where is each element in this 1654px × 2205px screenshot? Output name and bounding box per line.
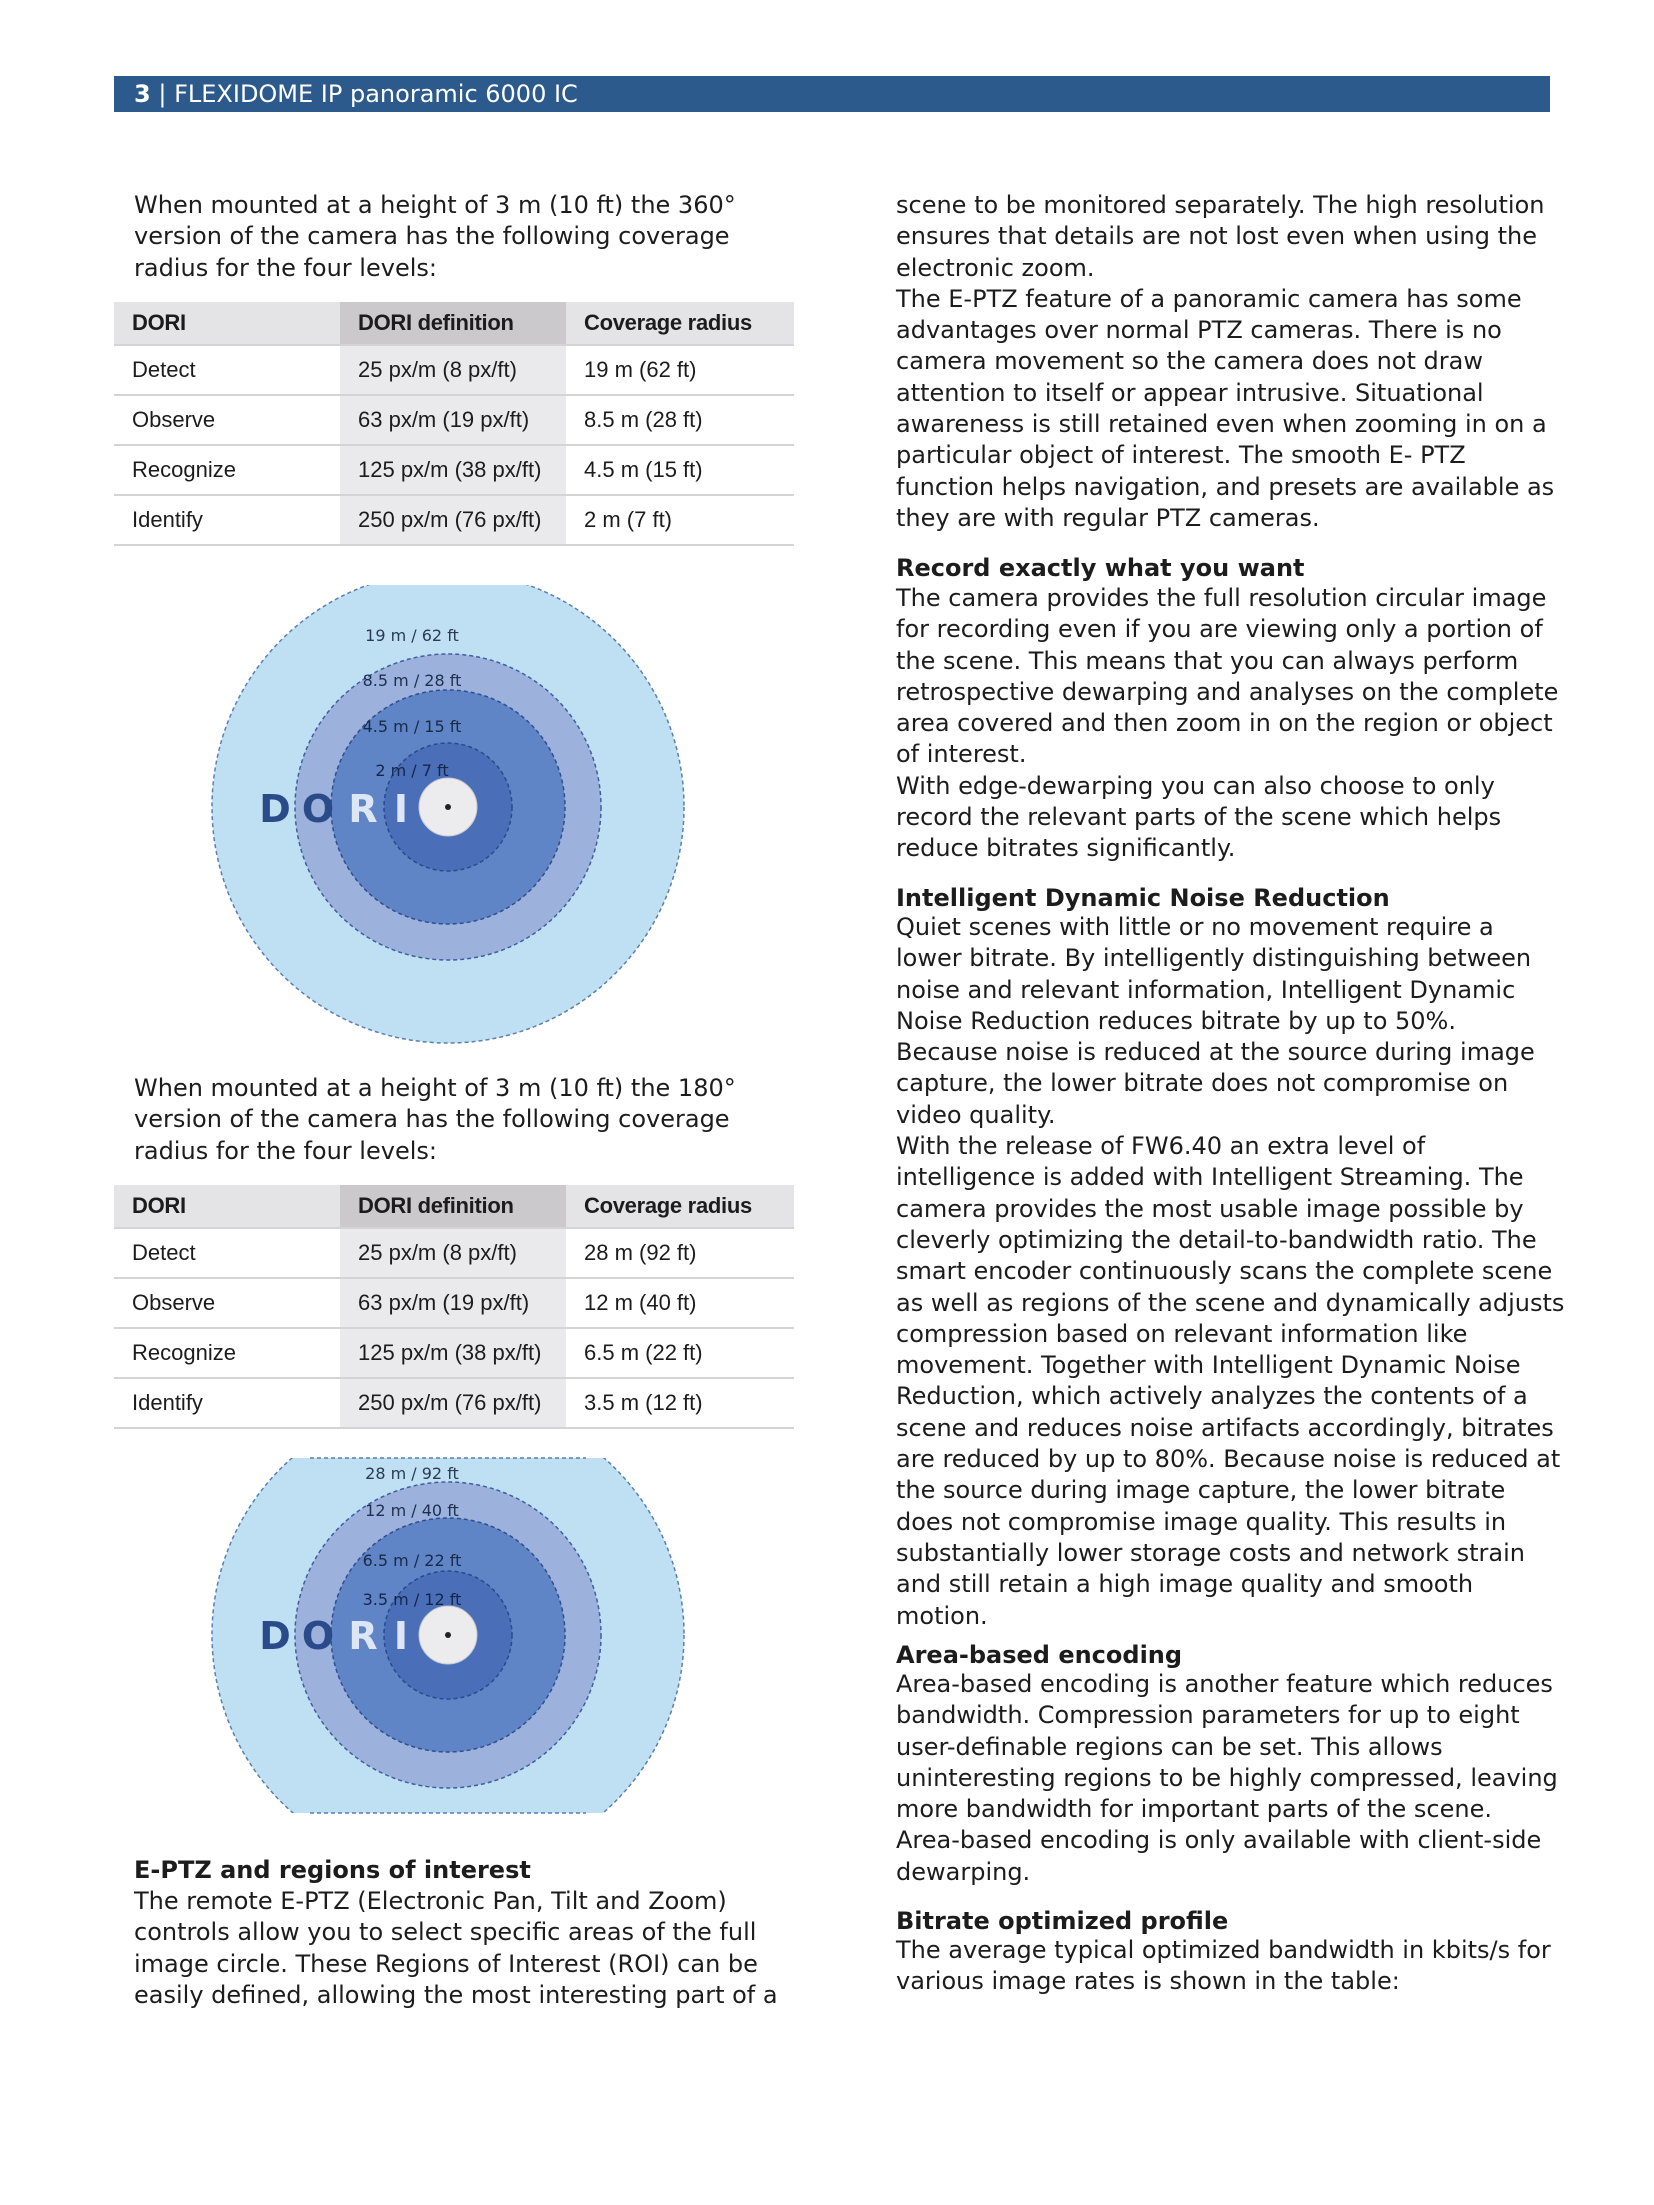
text-line: particular object of interest. The smooth E- PTZ [896,441,1466,470]
text-line: the scene. This means that you can always perform [896,646,1519,675]
text-line: function helps navigation, and presets are available as [896,472,1555,501]
text-line: When mounted at a height of 3 m (10 ft) the 360° [134,191,736,219]
text-line: bandwidth. Compression parameters for up to eight [896,1701,1520,1730]
ring-label-identify: 3.5 m / 12 ft [362,1590,462,1609]
column-header: DORI [114,1185,340,1228]
dori-letter-d: D [259,1614,291,1658]
column-header: DORI [114,302,340,345]
idnr-heading: Intelligent Dynamic Noise Reduction [896,884,1390,912]
text-line: electronic zoom. [896,253,1095,282]
text-line: reduce bitrates significantly. [896,834,1236,863]
text-line: more bandwidth for important parts of the scene. [896,1795,1492,1824]
text-line: uninteresting regions to be highly compressed, leaving [896,1763,1558,1792]
text-line: Reduction, which actively analyzes the contents of a [896,1382,1528,1411]
text-line: of interest. [896,740,1027,769]
text-line: substantially lower storage costs and network strain [896,1538,1525,1567]
ring-label-recognize: 6.5 m / 22 ft [362,1551,462,1570]
eptz-heading: E-PTZ and regions of interest [134,1856,531,1884]
text-line: user-definable regions can be set. This allows [896,1732,1443,1761]
text-line: dewarping. [896,1857,1031,1886]
text-line: intelligence is added with Intelligent Streaming. The [896,1163,1524,1192]
dori-letter-o: O [301,1614,335,1658]
header-separator: | [158,80,167,108]
text-line: image circle. These Regions of Interest (ROI) can be [134,1949,758,1978]
table-cell: 250 px/m (76 px/ft) [340,1378,566,1428]
text-line: area covered and then zoom in on the region or object [896,709,1553,738]
text-line: version of the camera has the following coverage [134,1105,730,1134]
ring-label-detect: 19 m / 62 ft [365,626,459,645]
column-header: Coverage radius [566,302,794,345]
record-paragraph [896,583,1558,865]
text-line: various image rates is shown in the table: [896,1967,1400,1996]
table-cell: 63 px/m (19 px/ft) [340,1278,566,1328]
table-cell: 25 px/m (8 px/ft) [340,1228,566,1278]
column-header: DORI definition [340,1185,566,1228]
text-line: With edge-dewarping you can also choose to only [896,771,1495,800]
table-cell: 3.5 m (12 ft) [566,1378,794,1428]
ring-label-observe: 12 m / 40 ft [365,1501,459,1520]
text-line: When mounted at a height of 3 m (10 ft) the 180° [134,1074,736,1102]
table-cell: 4.5 m (15 ft) [566,445,794,495]
table-cell: Observe [114,395,340,445]
dori-letter-d: D [259,787,291,831]
table-cell: 125 px/m (38 px/ft) [340,445,566,495]
text-line: cleverly optimizing the detail-to-bandwidth ratio. The [896,1225,1537,1254]
table-cell: Detect [114,1228,340,1278]
table-cell: Recognize [114,445,340,495]
camera-lens-dot [445,1632,451,1638]
table-cell: Identify [114,1378,340,1428]
coverage-diagram-360 [200,585,700,1060]
text-line: With the release of FW6.40 an extra level of [896,1132,1426,1161]
page-number: 3 [134,80,151,108]
text-line: version of the camera has the following coverage [134,222,730,251]
dori-letter-r: R [348,787,378,831]
ring-label-identify: 2 m / 7 ft [375,761,449,780]
table-cell: 2 m (7 ft) [566,495,794,545]
dori-letter-i: I [393,1614,409,1658]
document-title: FLEXIDOME IP panoramic 6000 IC [174,80,578,108]
column-header: Coverage radius [566,1185,794,1228]
table-header-row [114,1185,794,1228]
text-line: ensures that details are not lost even when using the [896,222,1538,251]
table-row [114,1378,794,1428]
ring-label-recognize: 4.5 m / 15 ft [362,717,462,736]
dori-table-360 [114,302,794,546]
bitrate-paragraph [896,1935,1551,1998]
text-line: record the relevant parts of the scene which helps [896,803,1502,832]
area-encoding-heading: Area-based encoding [896,1641,1183,1669]
text-line: The remote E-PTZ (Electronic Pan, Tilt and Zoom) [134,1887,727,1915]
table-cell: Observe [114,1278,340,1328]
text-line: Area-based encoding is another feature which reduces [896,1670,1553,1698]
table-cell: 8.5 m (28 ft) [566,395,794,445]
text-line: they are with regular PTZ cameras. [896,503,1320,532]
intro-360-paragraph [134,190,736,284]
text-line: scene and reduces noise artifacts accordingly, bitrates [896,1413,1554,1442]
text-line: the source during image capture, the lower bitrate [896,1476,1506,1505]
text-line: smart encoder continuously scans the complete scene [896,1257,1553,1286]
table-header-row [114,302,794,345]
page-header [114,76,1550,112]
text-line: for recording even if you are viewing only a portion of [896,615,1543,644]
text-line: Area-based encoding is only available with client-side [896,1826,1542,1855]
table-cell: 125 px/m (38 px/ft) [340,1328,566,1378]
table-cell: 19 m (62 ft) [566,345,794,395]
ring-label-observe: 8.5 m / 28 ft [362,671,462,690]
eptz-paragraph [134,1886,778,2011]
text-line: attention to itself or appear intrusive. Situational [896,378,1484,407]
text-line: The average typical optimized bandwidth in kbits/s for [896,1936,1551,1964]
text-line: Because noise is reduced at the source during image [896,1038,1535,1067]
table-row [114,1228,794,1278]
dori-table-180 [114,1185,794,1429]
table-row [114,1278,794,1328]
text-line: video quality. [896,1100,1056,1129]
ring-label-detect: 28 m / 92 ft [365,1464,459,1483]
table-row [114,345,794,395]
text-line: noise and relevant information, Intelligent Dynamic [896,975,1516,1004]
table-row [114,1328,794,1378]
table-row [114,495,794,545]
intro-180-paragraph [134,1073,736,1167]
dori-letter-o: O [301,787,335,831]
table-cell: 28 m (92 ft) [566,1228,794,1278]
column-header: DORI definition [340,302,566,345]
text-line: compression based on relevant information like [896,1319,1468,1348]
text-line: The camera provides the full resolution circular image [896,584,1547,612]
table-row [114,395,794,445]
bitrate-heading: Bitrate optimized profile [896,1907,1229,1935]
eptz-continued-paragraph [896,190,1554,534]
coverage-diagram-180 [200,1445,700,1830]
table-cell: 6.5 m (22 ft) [566,1328,794,1378]
text-line: camera movement so the camera does not draw [896,347,1483,376]
table-cell: 25 px/m (8 px/ft) [340,345,566,395]
text-line: as well as regions of the scene and dynamically adjusts [896,1288,1565,1317]
text-line: capture, the lower bitrate does not compromise on [896,1069,1509,1098]
area-encoding-paragraph [896,1669,1558,1888]
table-cell: 250 px/m (76 px/ft) [340,495,566,545]
text-line: Quiet scenes with little or no movement require a [896,913,1494,941]
text-line: retrospective dewarping and analyses on the complete [896,677,1559,706]
text-line: awareness is still retained even when zooming in on a [896,410,1547,439]
dori-letter-i: I [393,787,409,831]
table-row [114,445,794,495]
text-line: advantages over normal PTZ cameras. There is no [896,316,1502,345]
dori-letter-r: R [348,1614,378,1658]
text-line: controls allow you to select specific areas of the full [134,1918,757,1947]
table-cell: 12 m (40 ft) [566,1278,794,1328]
table-cell: Detect [114,345,340,395]
table-cell: Recognize [114,1328,340,1378]
text-line: Noise Reduction reduces bitrate by up to 50%. [896,1006,1456,1035]
camera-lens-dot [445,804,451,810]
text-line: lower bitrate. By intelligently distinguishing between [896,944,1532,973]
text-line: radius for the four levels: [134,1136,437,1165]
record-heading: Record exactly what you want [896,554,1305,582]
text-line: does not compromise image quality. This results in [896,1507,1507,1536]
text-line: camera provides the most usable image possible by [896,1194,1524,1223]
text-line: The E-PTZ feature of a panoramic camera has some [896,284,1522,313]
text-line: are reduced by up to 80%. Because noise is reduced at [896,1445,1561,1474]
text-line: and still retain a high image quality and smooth [896,1570,1474,1599]
text-line: scene to be monitored separately. The high resolution [896,191,1545,219]
text-line: easily defined, allowing the most interesting part of a [134,1980,778,2009]
table-cell: 63 px/m (19 px/ft) [340,395,566,445]
text-line: motion. [896,1601,988,1630]
table-cell: Identify [114,495,340,545]
text-line: movement. Together with Intelligent Dynamic Noise [896,1351,1521,1380]
idnr-paragraph [896,912,1564,1632]
text-line: radius for the four levels: [134,253,437,282]
